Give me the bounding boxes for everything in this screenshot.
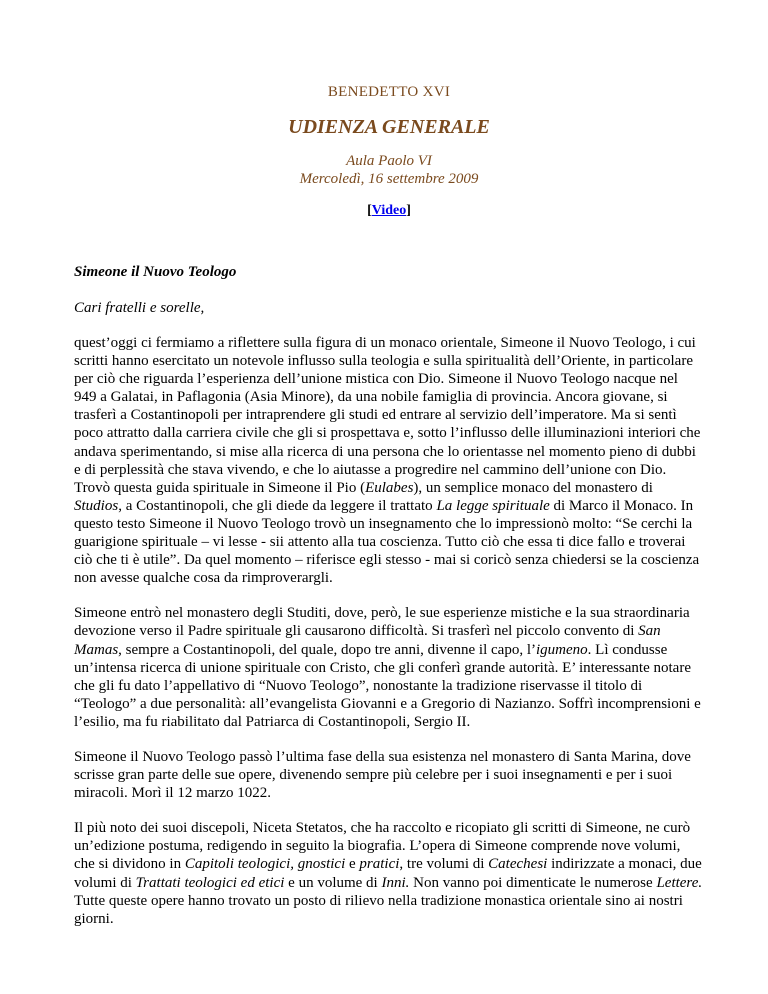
text-run-italic: Lettere. — [656, 874, 703, 891]
text-run: di Marco il Monaco. In questo testo Simeone il Nuovo Teologo trovò un insegnamento che lo impressionò molto: “Se cerchi la guarigione spirituale – vi lesse - sii attento alla tua coscienza. Tutto ciò che essa ti dice fallo e troverai ciò che ti è utile”. Da quel momento – riferisce egli stesso - mai si coricò senza chiedersi se la coscienza non avesse qualche cosa da rimproverargli. — [74, 497, 700, 587]
text-run: indirizzate a monaci, due volumi di — [74, 856, 702, 891]
text-run-italic: Studios — [74, 497, 119, 514]
text-run: Simeone entrò nel monastero degli Studiti, dove, però, le sue esperienze mistiche e la sua straordinaria devozione verso il Padre spirituale gli causarono difficoltà. Si trasferì nel piccolo convento di — [74, 605, 690, 640]
text-run-italic: La legge spirituale — [436, 497, 550, 514]
text-run: quest’oggi ci fermiamo a riflettere sulla figura di un monaco orientale, Simeone il Nuovo Teologo, i cui scritti hanno esercitato un notevole influsso sulla teologia e sulla spiritualità dell’Oriente, in particolare per ciò che riguarda l’esperienza dell’unione mistica con Dio. Simeone il Nuovo Teologo nacque nel 949 a Galatai, in Paflagonia (Asia Minore), da una nobile famiglia di provincia. Ancora giovane, si trasferì a Costantinopoli per intraprendere gli studi ed entrare al servizio dell’imperatore. Ma si sentì poco attratto dalla carriera civile che gli si prospettava e, sotto l’influsso delle illuminazioni interiori che andava sperimentando, si mise alla ricerca di una persona che lo orientasse nel momento pieno di dubbi e di perplessità che stava vivendo, e che lo aiutasse a progredire nel cammino dell’unione con Dio. Trovò questa guida spirituale in Simeone il Pio ( — [74, 335, 701, 496]
text-run: , a Costantinopoli, che gli diede da leggere il trattato — [118, 497, 437, 514]
text-run-italic: San Mamas — [74, 623, 661, 658]
paragraph-1 — [74, 334, 704, 587]
video-link[interactable]: Video — [371, 203, 407, 218]
text-run: , sempre a Costantinopoli, del quale, dopo tre anni, divenne il capo, l’ — [118, 641, 536, 658]
video-bracket-close: ] — [406, 203, 411, 218]
greeting: Cari fratelli e sorelle, — [74, 300, 205, 316]
text-run-italic: Catechesi — [488, 856, 548, 873]
text-run: Il più noto dei suoi discepoli, Niceta Stetatos, che ha raccolto e ricopiato gli scritti di Simeone, ne curò un’edizione postuma, redigendo in seguito la biografia. L’opera di Simeone comprende nove volumi, che si dividono in — [74, 820, 691, 873]
text-run: Non vanno poi dimenticate le numerose — [409, 874, 657, 891]
text-run: , tre volumi di — [399, 856, 489, 873]
paragraph-4 — [74, 819, 704, 928]
text-run-italic: Capitoli teologici, gnostici — [184, 856, 346, 873]
text-run-italic: Trattati teologici ed etici — [135, 874, 285, 891]
video-bracket-open: [ — [367, 203, 372, 218]
video-link-container — [74, 203, 704, 219]
text-run-italic: igumeno — [535, 641, 588, 658]
text-run: . Lì condusse un’intensa ricerca di unione spirituale con Cristo, che gli conferì grande autorità. E’ interessante notare che gli fu dato l’appellativo di “Nuovo Teologo”, nonostante la tradizione riservasse il titolo di “Teologo” a due personalità: all’evangelista Giovanni e a Gregorio di Nazianzo. Soffrì incomprensioni e l’esilio, ma fu riabilitato dal Patriarca di Costantinopoli, Sergio II. — [74, 641, 701, 730]
text-run-italic: pratici — [359, 856, 400, 873]
author-heading: BENEDETTO XVI — [327, 84, 451, 100]
text-run-italic: Inni. — [381, 874, 410, 891]
paragraph-2 — [74, 604, 704, 731]
text-run: e un volume di — [284, 874, 382, 891]
text-run: e — [345, 856, 360, 873]
body-text — [74, 334, 704, 945]
event-place: Aula Paolo VI — [346, 153, 432, 169]
event-date: Mercoledì, 16 settembre 2009 — [299, 171, 479, 187]
text-run: ), un semplice monaco del monastero di — [413, 479, 653, 496]
paragraph-3: Simeone il Nuovo Teologo passò l’ultima fase della sua esistenza nel monastero di Santa Marina, dove scrisse gran parte delle sue opere, divenendo sempre più celebre per i suoi insegnamenti e per i suoi miracoli. Morì il 12 marzo 1022. — [74, 748, 691, 802]
text-run-italic: Eulabes — [365, 479, 414, 496]
text-run: Tutte queste opere hanno trovato un posto di rilievo nella tradizione monastica orientale sino ai nostri giorni. — [74, 892, 683, 927]
section-subject: Simeone il Nuovo Teologo — [74, 264, 237, 280]
page-title: UDIENZA GENERALE — [288, 116, 490, 138]
event-info — [74, 152, 704, 188]
